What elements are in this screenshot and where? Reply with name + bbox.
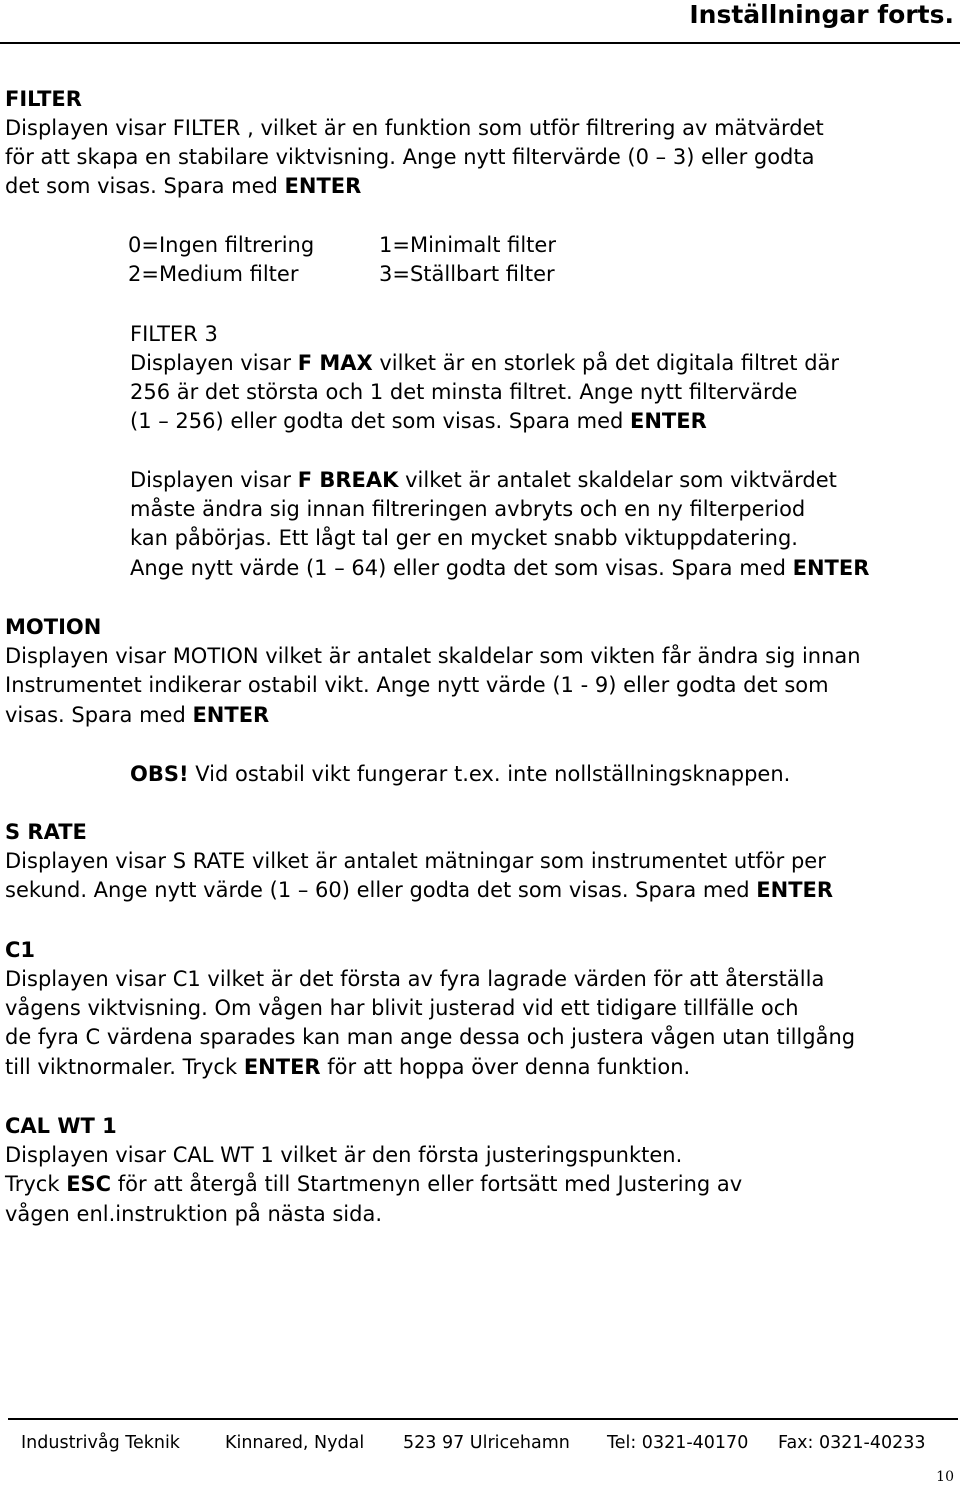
srate-line-1: Displayen visar S RATE vilket är antalet mätningar som instrumentet utför per [5, 849, 826, 873]
fbreak-line-1-c: vilket är antalet skaldelar som viktvärdet [398, 468, 837, 492]
filter-line-3-text: det som visas. Spara med [5, 174, 285, 198]
motion-line-3-text: visas. Spara med [5, 703, 193, 727]
fbreak-line-1 [130, 466, 837, 496]
filter3-heading: FILTER 3 [130, 322, 218, 346]
enter-key: ENTER [192, 703, 270, 727]
motion-line-1: Displayen visar MOTION vilket är antalet skaldelar som vikten får ändra sig innan [5, 644, 861, 668]
footer-tel: Tel: 0321-40170 [607, 1433, 749, 1453]
filter3-line-3 [130, 407, 707, 437]
header-rule [0, 42, 960, 44]
calwt-line-2-c: för att återgå till Startmenyn eller fortsätt med Justering av [111, 1172, 743, 1196]
filter3-line-2: 256 är det största och 1 det minsta filtret. Ange nytt filtervärde [130, 380, 798, 404]
c1-line-1: Displayen visar C1 vilket är det första av fyra lagrade värden för att återställa [5, 967, 825, 991]
srate-line-2 [5, 876, 833, 906]
footer-address: 523 97 Ulricehamn [403, 1433, 570, 1453]
calwt-line-2 [5, 1170, 742, 1200]
c1-heading: C1 [5, 938, 36, 962]
c1-line-4 [5, 1053, 690, 1083]
c1-line-4-a: till viktnormaler. Tryck [5, 1055, 244, 1079]
fbreak-line-3: kan påbörjas. Ett lågt tal ger en mycket snabb viktuppdatering. [130, 526, 798, 550]
enter-key: ENTER [792, 556, 870, 580]
filter3-line-3-text: (1 – 256) eller godta det som visas. Spara med [130, 409, 630, 433]
filter-option-3: 3=Ställbart filter [379, 262, 555, 286]
fbreak-line-2: måste ändra sig innan filtreringen avbryts och en ny filterperiod [130, 497, 806, 521]
esc-key: ESC [66, 1172, 112, 1196]
footer-company: Industrivåg Teknik [21, 1433, 180, 1453]
calwt-line-1: Displayen visar CAL WT 1 vilket är den första justeringspunkten. [5, 1143, 683, 1167]
filter-option-2: 2=Medium filter [128, 262, 299, 286]
motion-heading: MOTION [5, 615, 102, 639]
calwt-line-3: vågen enl.instruktion på nästa sida. [5, 1202, 383, 1226]
fmax-label: F MAX [297, 351, 373, 375]
srate-heading: S RATE [5, 820, 87, 844]
filter-option-1: 1=Minimalt filter [379, 233, 556, 257]
footer-fax: Fax: 0321-40233 [778, 1433, 926, 1453]
srate-line-2-text: sekund. Ange nytt värde (1 – 60) eller godta det som visas. Spara med [5, 878, 757, 902]
obs-text: Vid ostabil vikt fungerar t.ex. inte nollställningsknappen. [188, 762, 791, 786]
c1-line-4-c: för att hoppa över denna funktion. [320, 1055, 691, 1079]
footer-place: Kinnared, Nydal [225, 1433, 365, 1453]
header-title: Inställningar forts. [689, 0, 954, 29]
motion-line-3 [5, 701, 269, 731]
c1-line-2: vågens viktvisning. Om vågen har blivit justerad vid ett tidigare tillfälle och [5, 996, 799, 1020]
fbreak-line-1-a: Displayen visar [130, 468, 298, 492]
fbreak-label: F BREAK [297, 468, 399, 492]
enter-key: ENTER [630, 409, 707, 433]
fbreak-line-4-text: Ange nytt värde (1 – 64) eller godta det som visas. Spara med [130, 556, 793, 580]
obs-label: OBS! [130, 762, 189, 786]
enter-key: ENTER [284, 174, 362, 198]
filter-option-0: 0=Ingen filtrering [128, 233, 315, 257]
fbreak-line-4 [130, 554, 869, 584]
filter-line-2: för att skapa en stabilare viktvisning. Ange nytt filtervärde (0 – 3) eller godta [5, 145, 815, 169]
filter3-line-1-c: vilket är en storlek på det digitala filtret där [372, 351, 840, 375]
enter-key: ENTER [756, 878, 834, 902]
filter3-line-1-a: Displayen visar [130, 351, 298, 375]
page-number: 10 [936, 1469, 954, 1485]
motion-line-2: Instrumentet indikerar ostabil vikt. Ange nytt värde (1 - 9) eller godta det som [5, 673, 829, 697]
obs-note [130, 760, 790, 790]
filter3-line-1 [130, 349, 839, 379]
footer-rule [8, 1418, 958, 1420]
filter-heading: FILTER [5, 87, 82, 111]
filter-line-3 [5, 172, 361, 202]
calwt-heading: CAL WT 1 [5, 1114, 117, 1138]
filter-line-1: Displayen visar FILTER , vilket är en funktion som utför filtrering av mätvärdet [5, 116, 824, 140]
c1-line-3: de fyra C värdena sparades kan man ange dessa och justera vågen utan tillgång [5, 1025, 856, 1049]
enter-key: ENTER [243, 1055, 321, 1079]
calwt-line-2-a: Tryck [5, 1172, 67, 1196]
